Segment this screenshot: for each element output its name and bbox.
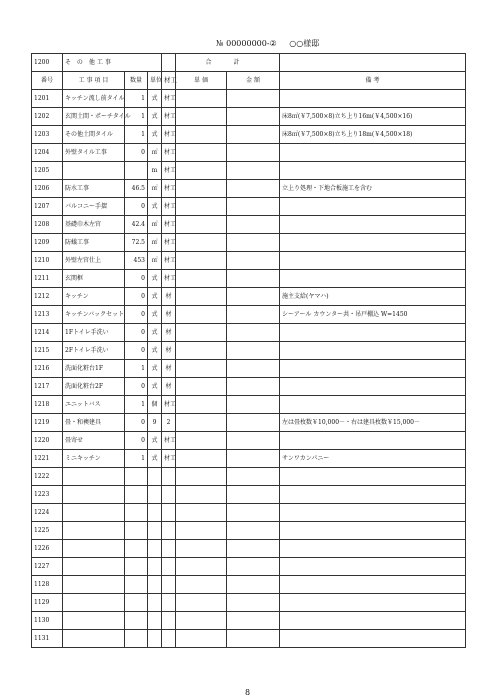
row-amount [227,324,280,342]
row-amount [227,630,280,648]
table-row [32,540,466,558]
row-amount [227,396,280,414]
row-number: 1213 [32,306,63,324]
row-note: サンワカンパニー [280,450,466,468]
row-unit [148,576,162,594]
row-qty: 72.5 [125,234,148,252]
row-item: 外壁左官仕上 [63,252,125,270]
row-unit: 式 [148,90,162,108]
row-mat: 材工 [162,252,176,270]
row-number: 1206 [32,180,63,198]
row-price [176,432,227,450]
row-qty: 0 [125,288,148,306]
row-price [176,108,227,126]
row-amount [227,522,280,540]
row-number: 1128 [32,576,63,594]
table-row [32,360,466,378]
col-note: 備 考 [280,72,466,90]
row-number: 1203 [32,126,63,144]
row-amount [227,90,280,108]
row-qty: 1 [125,90,148,108]
row-amount [227,198,280,216]
table-row [32,378,466,396]
row-unit: 式 [148,108,162,126]
row-mat: 材工 [162,126,176,144]
row-note [280,486,466,504]
row-note [280,234,466,252]
row-amount [227,252,280,270]
row-qty: 0 [125,342,148,360]
row-qty [125,540,148,558]
row-price [176,288,227,306]
row-qty: 1 [125,108,148,126]
row-price [176,198,227,216]
row-mat [162,576,176,594]
row-qty: 0 [125,270,148,288]
row-unit: ㎡ [148,180,162,198]
row-qty [125,612,148,630]
row-price [176,90,227,108]
row-number: 1222 [32,468,63,486]
row-note [280,324,466,342]
row-amount [227,360,280,378]
row-item: 玄関框 [63,270,125,288]
table-row [32,180,466,198]
col-price: 単 価 [176,72,227,90]
row-number: 1217 [32,378,63,396]
row-note [280,252,466,270]
row-item [63,558,125,576]
row-amount [227,288,280,306]
row-item: 基礎巾木左官 [63,216,125,234]
row-price [176,252,227,270]
row-amount [227,558,280,576]
row-qty: 1 [125,396,148,414]
row-amount [227,576,280,594]
table-row [32,252,466,270]
table-row [32,396,466,414]
row-number: 1216 [32,360,63,378]
row-note [280,378,466,396]
row-item [63,540,125,558]
row-unit: 式 [148,306,162,324]
row-mat: 2 [162,414,176,432]
row-note [280,558,466,576]
row-unit: m [148,162,162,180]
row-item [63,612,125,630]
row-qty: 0 [125,306,148,324]
row-unit: ㎡ [148,216,162,234]
row-number: 1223 [32,486,63,504]
row-price [176,486,227,504]
table-row [32,216,466,234]
table-row [32,522,466,540]
row-mat: 材 [162,378,176,396]
row-unit: 式 [148,324,162,342]
row-mat [162,558,176,576]
row-mat: 材工 [162,108,176,126]
row-note: 床8㎡(￥7,500×8)立ち上り16m(￥4,500×16) [280,108,466,126]
row-qty: 0 [125,324,148,342]
row-price [176,126,227,144]
row-note [280,90,466,108]
row-number: 1224 [32,504,63,522]
row-qty: 0 [125,414,148,432]
row-note [280,612,466,630]
section-note [280,54,466,72]
row-item [63,162,125,180]
row-note: 床8㎡(￥7,500×8)立ち上り18m(￥4,500×18) [280,126,466,144]
row-item [63,522,125,540]
table-row [32,162,466,180]
row-item: ミニキッチン [63,450,125,468]
row-item [63,594,125,612]
row-note [280,360,466,378]
section-row [32,54,466,72]
row-unit: 式 [148,270,162,288]
row-note: 左は畳枚数￥10,000－・右は建具枚数￥15,000－ [280,414,466,432]
column-header-row [32,72,466,90]
row-qty: 1 [125,360,148,378]
client-name: ○○様邸 [289,39,320,48]
row-mat [162,468,176,486]
row-unit [148,540,162,558]
row-number: 1205 [32,162,63,180]
section-total-label: 合 計 [176,54,280,72]
row-amount [227,216,280,234]
row-note [280,630,466,648]
table-row [32,414,466,432]
section-spacer [162,54,176,72]
row-item: ユニットバス [63,396,125,414]
row-amount [227,306,280,324]
row-item: 防蟻工事 [63,234,125,252]
row-number: 1210 [32,252,63,270]
row-amount [227,126,280,144]
table-row [32,144,466,162]
row-qty: 453 [125,252,148,270]
row-amount [227,108,280,126]
row-number: 1130 [32,612,63,630]
row-note: シーアール カウンター共・吊戸棚込 W=1450 [280,306,466,324]
row-unit: 9 [148,414,162,432]
table-row [32,630,466,648]
row-mat: 材工 [162,432,176,450]
table-row [32,108,466,126]
row-note [280,162,466,180]
table-row [32,468,466,486]
row-item: 防水工事 [63,180,125,198]
row-unit: 式 [148,342,162,360]
row-amount [227,468,280,486]
row-unit [148,486,162,504]
row-qty [125,162,148,180]
row-amount [227,612,280,630]
col-qty: 数量 [125,72,148,90]
row-number: 1209 [32,234,63,252]
table-row [32,450,466,468]
row-unit [148,522,162,540]
row-amount [227,486,280,504]
row-item: 1Fトイレ手洗い [63,324,125,342]
row-mat: 材 [162,360,176,378]
row-qty: 1 [125,126,148,144]
row-note [280,540,466,558]
table-row [32,432,466,450]
row-qty [125,558,148,576]
row-number: 1220 [32,432,63,450]
row-note [280,144,466,162]
row-mat: 材工 [162,450,176,468]
row-amount [227,432,280,450]
row-price [176,414,227,432]
row-unit: 式 [148,126,162,144]
table-row [32,126,466,144]
row-mat: 材工 [162,270,176,288]
row-mat: 材工 [162,162,176,180]
row-number: 1214 [32,324,63,342]
row-price [176,144,227,162]
row-note [280,594,466,612]
row-qty: 0 [125,144,148,162]
row-number: 1202 [32,108,63,126]
row-mat [162,486,176,504]
row-unit: 式 [148,288,162,306]
row-item: キッチン [63,288,125,306]
table-row [32,306,466,324]
row-amount [227,342,280,360]
row-item: 2Fトイレ手洗い [63,342,125,360]
document-number: № 00000000-② [216,39,277,48]
row-item: 畳寄せ [63,432,125,450]
row-item [63,486,125,504]
row-qty [125,522,148,540]
row-mat: 材 [162,324,176,342]
row-note: 施主支給(ヤマハ) [280,288,466,306]
row-price [176,630,227,648]
table-row [32,558,466,576]
row-amount [227,540,280,558]
row-item: バルコニー手摺 [63,198,125,216]
col-no: 番号 [32,72,63,90]
row-qty: 0 [125,432,148,450]
col-mat: 材工 [162,72,176,90]
row-price [176,540,227,558]
row-unit: ㎡ [148,234,162,252]
row-qty [125,594,148,612]
row-note [280,504,466,522]
estimate-table [31,53,466,648]
row-item [63,630,125,648]
row-mat: 材 [162,288,176,306]
row-unit: ㎡ [148,252,162,270]
row-price [176,504,227,522]
row-number: 1227 [32,558,63,576]
row-item: 洗面化粧台2F [63,378,125,396]
table-row [32,594,466,612]
row-amount [227,378,280,396]
row-mat: 材工 [162,216,176,234]
row-unit: ㎡ [148,144,162,162]
row-number: 1204 [32,144,63,162]
row-qty: 42.4 [125,216,148,234]
row-unit: 個 [148,396,162,414]
row-unit [148,504,162,522]
row-note [280,576,466,594]
row-item: キッチン流し前タイル [63,90,125,108]
row-price [176,324,227,342]
page-number: 8 [244,688,251,697]
row-note [280,270,466,288]
row-mat: 材工 [162,144,176,162]
row-mat [162,540,176,558]
row-note [280,522,466,540]
row-qty: 46.5 [125,180,148,198]
row-item [63,504,125,522]
row-price [176,396,227,414]
row-unit: 式 [148,450,162,468]
row-unit: 式 [148,360,162,378]
table-row [32,270,466,288]
row-qty [125,576,148,594]
row-amount [227,162,280,180]
row-number: 1215 [32,342,63,360]
row-item: その他土間タイル [63,126,125,144]
row-item: 洗面化粧台1F [63,360,125,378]
row-price [176,558,227,576]
row-unit: 式 [148,378,162,396]
row-unit [148,630,162,648]
row-amount [227,180,280,198]
row-price [176,522,227,540]
row-price [176,378,227,396]
row-mat: 材工 [162,234,176,252]
table-row [32,576,466,594]
row-note [280,198,466,216]
row-qty [125,486,148,504]
section-title: そ の 他工事 [63,54,162,72]
row-mat: 材 [162,306,176,324]
row-qty [125,630,148,648]
row-mat [162,504,176,522]
row-item: 畳・和襖建具 [63,414,125,432]
row-item: 玄関土間・ポーチタイル [63,108,125,126]
row-number: 1131 [32,630,63,648]
row-number: 1212 [32,288,63,306]
table-row [32,288,466,306]
row-price [176,216,227,234]
row-note: 立上り処理・下地合板施工を含む [280,180,466,198]
table-row [32,612,466,630]
row-mat: 材工 [162,180,176,198]
row-item [63,468,125,486]
row-mat: 材工 [162,198,176,216]
row-unit [148,468,162,486]
row-number: 1226 [32,540,63,558]
row-amount [227,504,280,522]
row-number: 1207 [32,198,63,216]
row-number: 1218 [32,396,63,414]
row-unit: 式 [148,198,162,216]
row-qty: 0 [125,378,148,396]
row-note [280,216,466,234]
row-mat [162,594,176,612]
row-number: 1221 [32,450,63,468]
row-mat: 材 [162,342,176,360]
row-amount [227,594,280,612]
row-unit [148,594,162,612]
row-price [176,360,227,378]
row-number: 1129 [32,594,63,612]
row-mat [162,612,176,630]
table-row [32,234,466,252]
row-item: 外壁タイル工事 [63,144,125,162]
row-qty: 0 [125,198,148,216]
row-note [280,432,466,450]
row-amount [227,144,280,162]
section-code: 1200 [32,54,63,72]
row-mat: 材工 [162,90,176,108]
row-price [176,576,227,594]
row-number: 1219 [32,414,63,432]
row-unit [148,558,162,576]
col-unit: 単位 [148,72,162,90]
row-mat [162,630,176,648]
row-price [176,468,227,486]
row-price [176,594,227,612]
row-price [176,162,227,180]
row-amount [227,414,280,432]
table-row [32,504,466,522]
row-mat [162,522,176,540]
row-qty [125,468,148,486]
row-note [280,396,466,414]
row-qty [125,504,148,522]
row-price [176,180,227,198]
document-header [216,38,329,49]
row-price [176,306,227,324]
table-row [32,324,466,342]
col-amount: 金 額 [227,72,280,90]
row-number: 1201 [32,90,63,108]
row-number: 1208 [32,216,63,234]
row-unit [148,612,162,630]
row-item [63,576,125,594]
row-price [176,234,227,252]
row-price [176,342,227,360]
table-row [32,198,466,216]
row-item: キッチンバックセット [63,306,125,324]
row-price [176,270,227,288]
row-note [280,342,466,360]
row-qty: 1 [125,450,148,468]
row-note [280,468,466,486]
table-row [32,342,466,360]
row-amount [227,270,280,288]
row-amount [227,234,280,252]
col-item: 工 事 項 目 [63,72,125,90]
row-amount [227,450,280,468]
row-price [176,450,227,468]
row-mat: 材工 [162,396,176,414]
row-number: 1225 [32,522,63,540]
table-row [32,90,466,108]
row-number: 1211 [32,270,63,288]
table-row [32,486,466,504]
row-unit: 式 [148,432,162,450]
row-price [176,612,227,630]
